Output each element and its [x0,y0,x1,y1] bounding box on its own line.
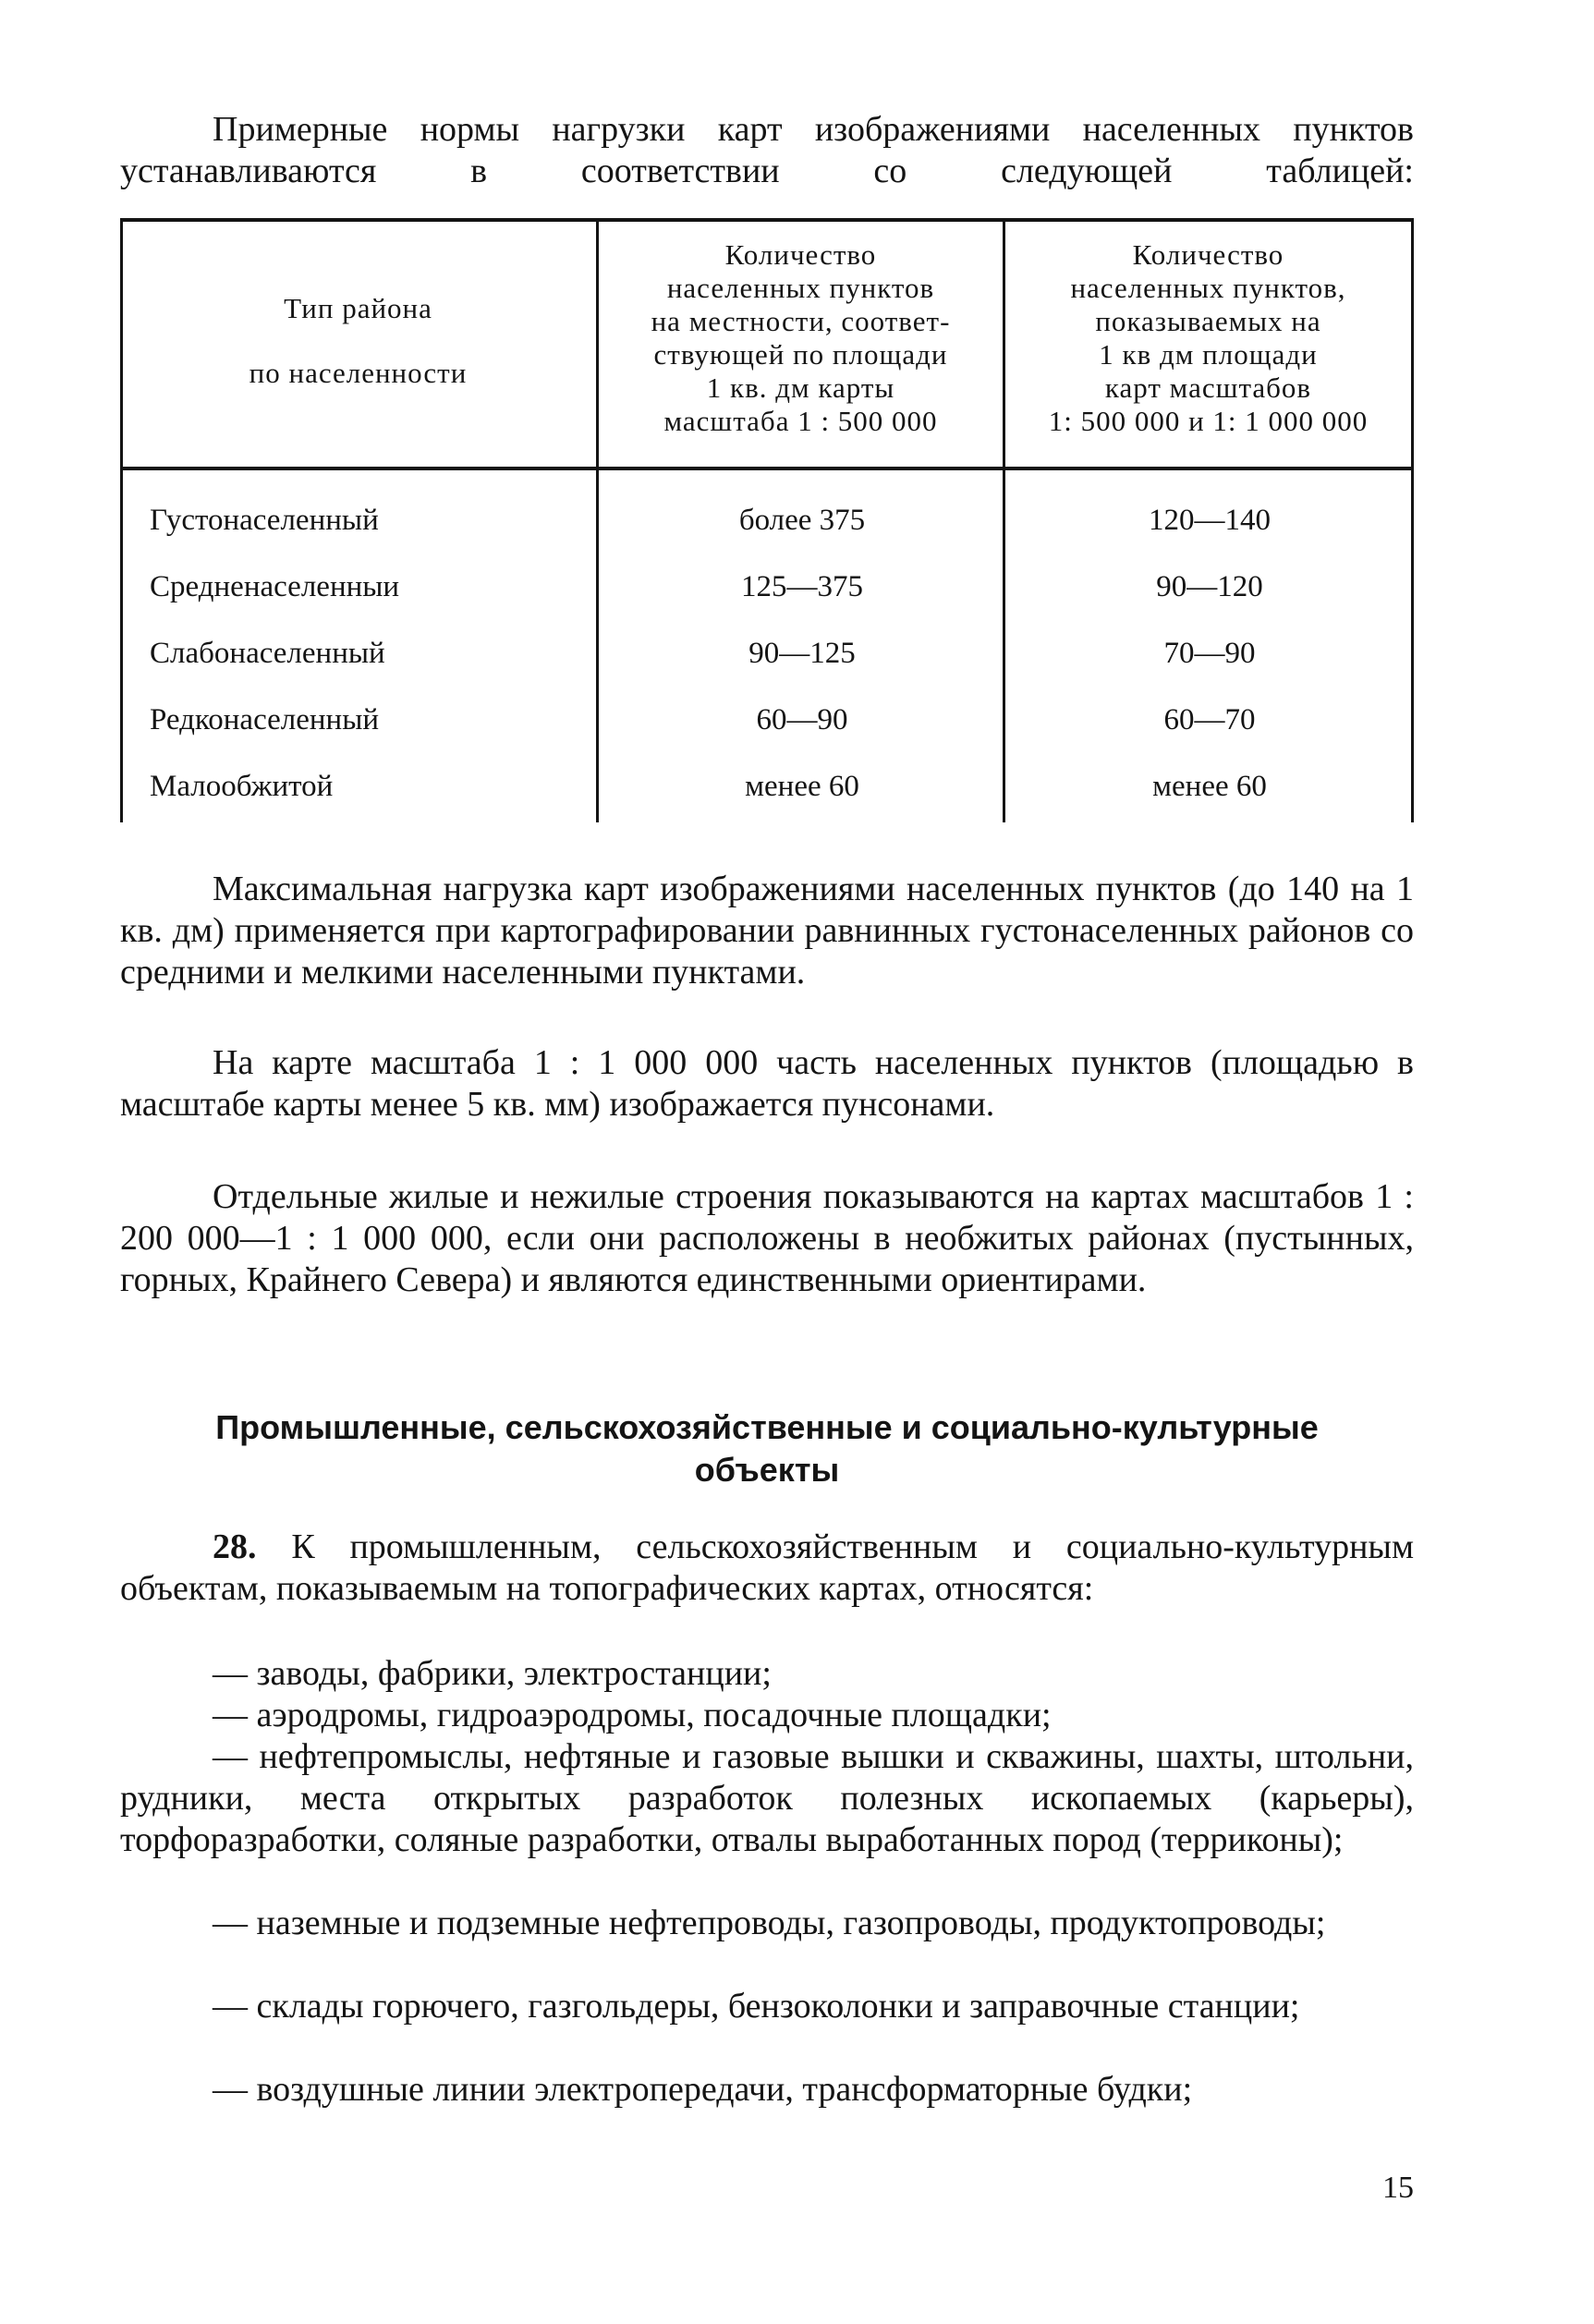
list-item: — заводы, фабрики, электростанции; [213,1654,772,1693]
section-28-intro: 28. К промышленным, сельскохозяйственным и социально-культурным объектам, показываемым на топографических картах, относятся: [120,1527,1415,1608]
list-item: — аэродромы, гидроаэродромы, посадочные площадки; [213,1696,1052,1734]
table-row: Густонаселенный более 375 120—140 [150,504,1271,537]
list-item: — склады горючего, газгольдеры, бензоколонки и заправочные станции; [213,1987,1300,2026]
list-item: — воздушные линии электропередачи, трансформаторные будки; [213,2070,1193,2109]
paragraph-max-load: Максимальная нагрузка карт изображениями населенных пунктов (до 140 на 1 кв. дм) применяется при картографировании равнинных густонаселенных районов со средними и мелкими населенными пунктами. [120,870,1414,992]
section-heading: Промышленные, сельскохозяйственные и социально-культурные объекты [215,1408,1319,1489]
page-number: 15 [1382,2171,1414,2205]
table-row: Редконаселенный 60—90 60—70 [150,703,1256,736]
list-item: — нефтепромыслы, нефтяные и газовые вышки и скважины, шахты, штольни, рудники, места открытых разработок полезных ископаемых (карьеры), торфоразработки, соляные разработки, отвалы выработанных пород (терриконы); [120,1737,1414,1859]
paragraph-punson: На карте масштаба 1 : 1 000 000 часть населенных пунктов (площадью в масштабе карты менее 5 кв. мм) изображается пунсонами. [120,1043,1414,1124]
intro-paragraph: Примерные нормы нагрузки карт изображениями населенных пунктов устанавливаются в соответствии со следующей таблицей: [120,110,1414,190]
table-row: Средненаселенныи 125—375 90—120 [150,570,1263,603]
header-type: Тип района по населенности [249,292,468,389]
table-row: Малообжитой менее 60 менее 60 [150,770,1267,803]
table-top-rule [120,218,1414,222]
table-row: Слабонаселенный 90—125 70—90 [150,637,1256,670]
header-area-count: Количество населенных пунктов на местности, соответ- ствующей по площади 1 кв. дм карты масштаба 1 : 500 000 [651,238,951,437]
header-shown-count: Количество населенных пунктов, показываемых на 1 кв дм площади карт масштабов 1: 500 000 и 1: 1 000 000 [1048,238,1369,437]
section-number: 28. [213,1527,257,1566]
paragraph-buildings: Отдельные жилые и нежилые строения показываются на картах масштабов 1 : 200 000—1 : 1 000 000, если они расположены в необжитых районах (пустынных, горных, Крайнего Севера) и являются единственными ориентирами. [120,1177,1414,1299]
table-header-rule [120,467,1414,470]
settlement-density-table [120,218,1414,822]
list-item: — наземные и подземные нефтепроводы, газопроводы, продуктопроводы; [213,1904,1326,1942]
